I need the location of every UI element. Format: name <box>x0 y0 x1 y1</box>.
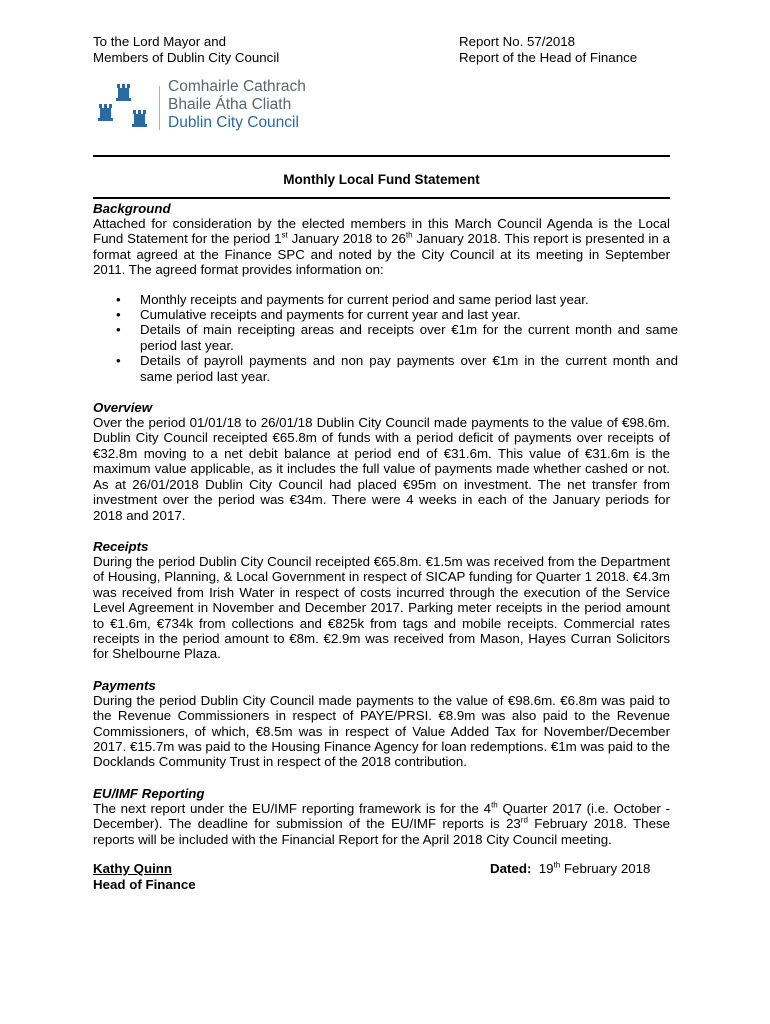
report-number-block <box>459 34 637 66</box>
addressee-line-1: To the Lord Mayor and <box>93 34 227 49</box>
eu-imf-text-b: Quarter 2017 (i.e. October - December). The deadline for submission of the EU/IMF reports is 23 <box>93 800 671 832</box>
date-rest: February 2018 <box>560 861 651 876</box>
ordinal-suffix: th <box>405 230 413 240</box>
receipts-heading: Receipts <box>93 538 149 554</box>
signature-block <box>93 861 678 895</box>
dublin-city-council-logo <box>93 80 678 142</box>
background-heading: Background <box>93 201 171 216</box>
bullet-icon: • <box>116 307 121 323</box>
overview-paragraph: Over the period 01/01/18 to 26/01/18 Dublin City Council made payments to the value of €98.6m. Dublin City Council receipted €65.8m of funds with a period deficit of payments over receipts of €32.8m moving to a net debit balance at period end of €31.6m. This value of €31.6m is the maximum value applicable, as it includes the full value of payments made whether cashed or not. As at 26/01/2018 Dublin City Council had placed €95m on investment. The net transfer from investment over the period was €34m. There were 4 weeks in each of the January periods for 2018 and 2017. <box>93 415 670 523</box>
list-item <box>93 322 678 353</box>
report-page <box>93 34 678 895</box>
report-number: Report No. 57/2018 <box>459 34 576 49</box>
castles-icon <box>96 82 152 134</box>
list-item-text: Details of main receipting areas and receipts over €1m for the current month and same period last year. <box>140 322 678 353</box>
receipts-paragraph: During the period Dublin City Council receipted €65.8m. €1.5m was received from the Department of Housing, Planning, & Local Government in respect of SICAP funding for Quarter 1 2018. €4.3m was received from Irish Water in respect of costs incurred through the execution of the Service Level Agreement in November and December 2017. Parking meter receipts in the period amount to €1.6m, €734k from collections and €825k from tags and mobile receipts. Commercial rates receipts in the period amount to €8m. €2.9m was received from Mason, Hayes Curran Solicitors for Shelbourne Plaza. <box>93 553 670 662</box>
payments-paragraph: During the period Dublin City Council made payments to the value of €98.6m. €6.8m was paid to the Revenue Commissioners in respect of PAYE/PRSI. €8.9m was also paid to the Revenue Commissioners, of which, €8.5m was in respect of Value Added Tax for November/December 2017. €15.7m was paid to the Housing Finance Agency for loan redemptions. €1m was paid to the Docklands Community Trust in respect of the 2018 contribution. <box>93 692 670 770</box>
eu-imf-text-c: February 2018. These reports will be included with the Financial Report for the April 2018 City Council meeting. <box>93 816 671 847</box>
background-text-b: January 2018 to 26 <box>287 231 406 247</box>
eu-imf-text-a: The next report under the EU/IMF reporting framework is for the 4 <box>93 800 492 816</box>
payments-heading: Payments <box>93 677 156 693</box>
background-paragraph <box>93 216 670 278</box>
top-rule <box>93 155 670 157</box>
logo-irish-line-1: Comhairle Cathrach <box>168 78 306 95</box>
title-rule <box>93 197 670 199</box>
list-item-text: Details of payroll payments and non pay payments over €1m in the current month and same period last year. <box>140 353 678 384</box>
bullet-icon: • <box>116 291 121 307</box>
report-header <box>93 34 678 68</box>
list-item-text: Cumulative receipts and payments for current year and last year. <box>140 307 521 323</box>
information-list <box>93 292 678 384</box>
ordinal-suffix: rd <box>520 815 528 825</box>
date-day: 19 <box>538 861 554 876</box>
signatory <box>93 861 196 893</box>
list-item <box>93 307 678 322</box>
signatory-name: Kathy Quinn <box>93 861 173 876</box>
eu-imf-paragraph <box>93 801 670 847</box>
report-author: Report of the Head of Finance <box>459 50 638 65</box>
document-title: Monthly Local Fund Statement <box>283 172 480 187</box>
signatory-role: Head of Finance <box>93 877 196 892</box>
logo-divider <box>159 86 160 130</box>
background-text-a: Attached for consideration by the elected members in this March Council Agenda is the Local Fund Statement for the period 1 <box>93 216 670 247</box>
addressee-block <box>93 34 279 66</box>
bullet-icon: • <box>116 353 121 369</box>
logo-irish-line-2: Bhaile Átha Cliath <box>168 96 292 113</box>
date-line <box>490 861 650 877</box>
eu-imf-heading: EU/IMF Reporting <box>93 785 205 801</box>
addressee-line-2: Members of Dublin City Council <box>93 50 280 65</box>
ordinal-suffix: st <box>281 230 288 240</box>
logo-wordmark <box>168 78 306 132</box>
list-item-text: Monthly receipts and payments for current period and same period last year. <box>140 291 589 307</box>
ordinal-suffix: th <box>553 860 561 870</box>
list-item <box>93 292 678 307</box>
overview-heading: Overview <box>93 400 153 416</box>
bullet-icon: • <box>116 322 121 338</box>
logo-english-line: Dublin City Council <box>168 114 299 131</box>
ordinal-suffix: th <box>491 800 498 810</box>
dated-label: Dated: <box>490 861 532 876</box>
list-item <box>93 353 678 384</box>
background-text-c: January 2018. This report is presented in a format agreed at the Finance SPC and noted by the City Council at its meeting in September 2011. The agreed format provides information on: <box>93 231 670 278</box>
